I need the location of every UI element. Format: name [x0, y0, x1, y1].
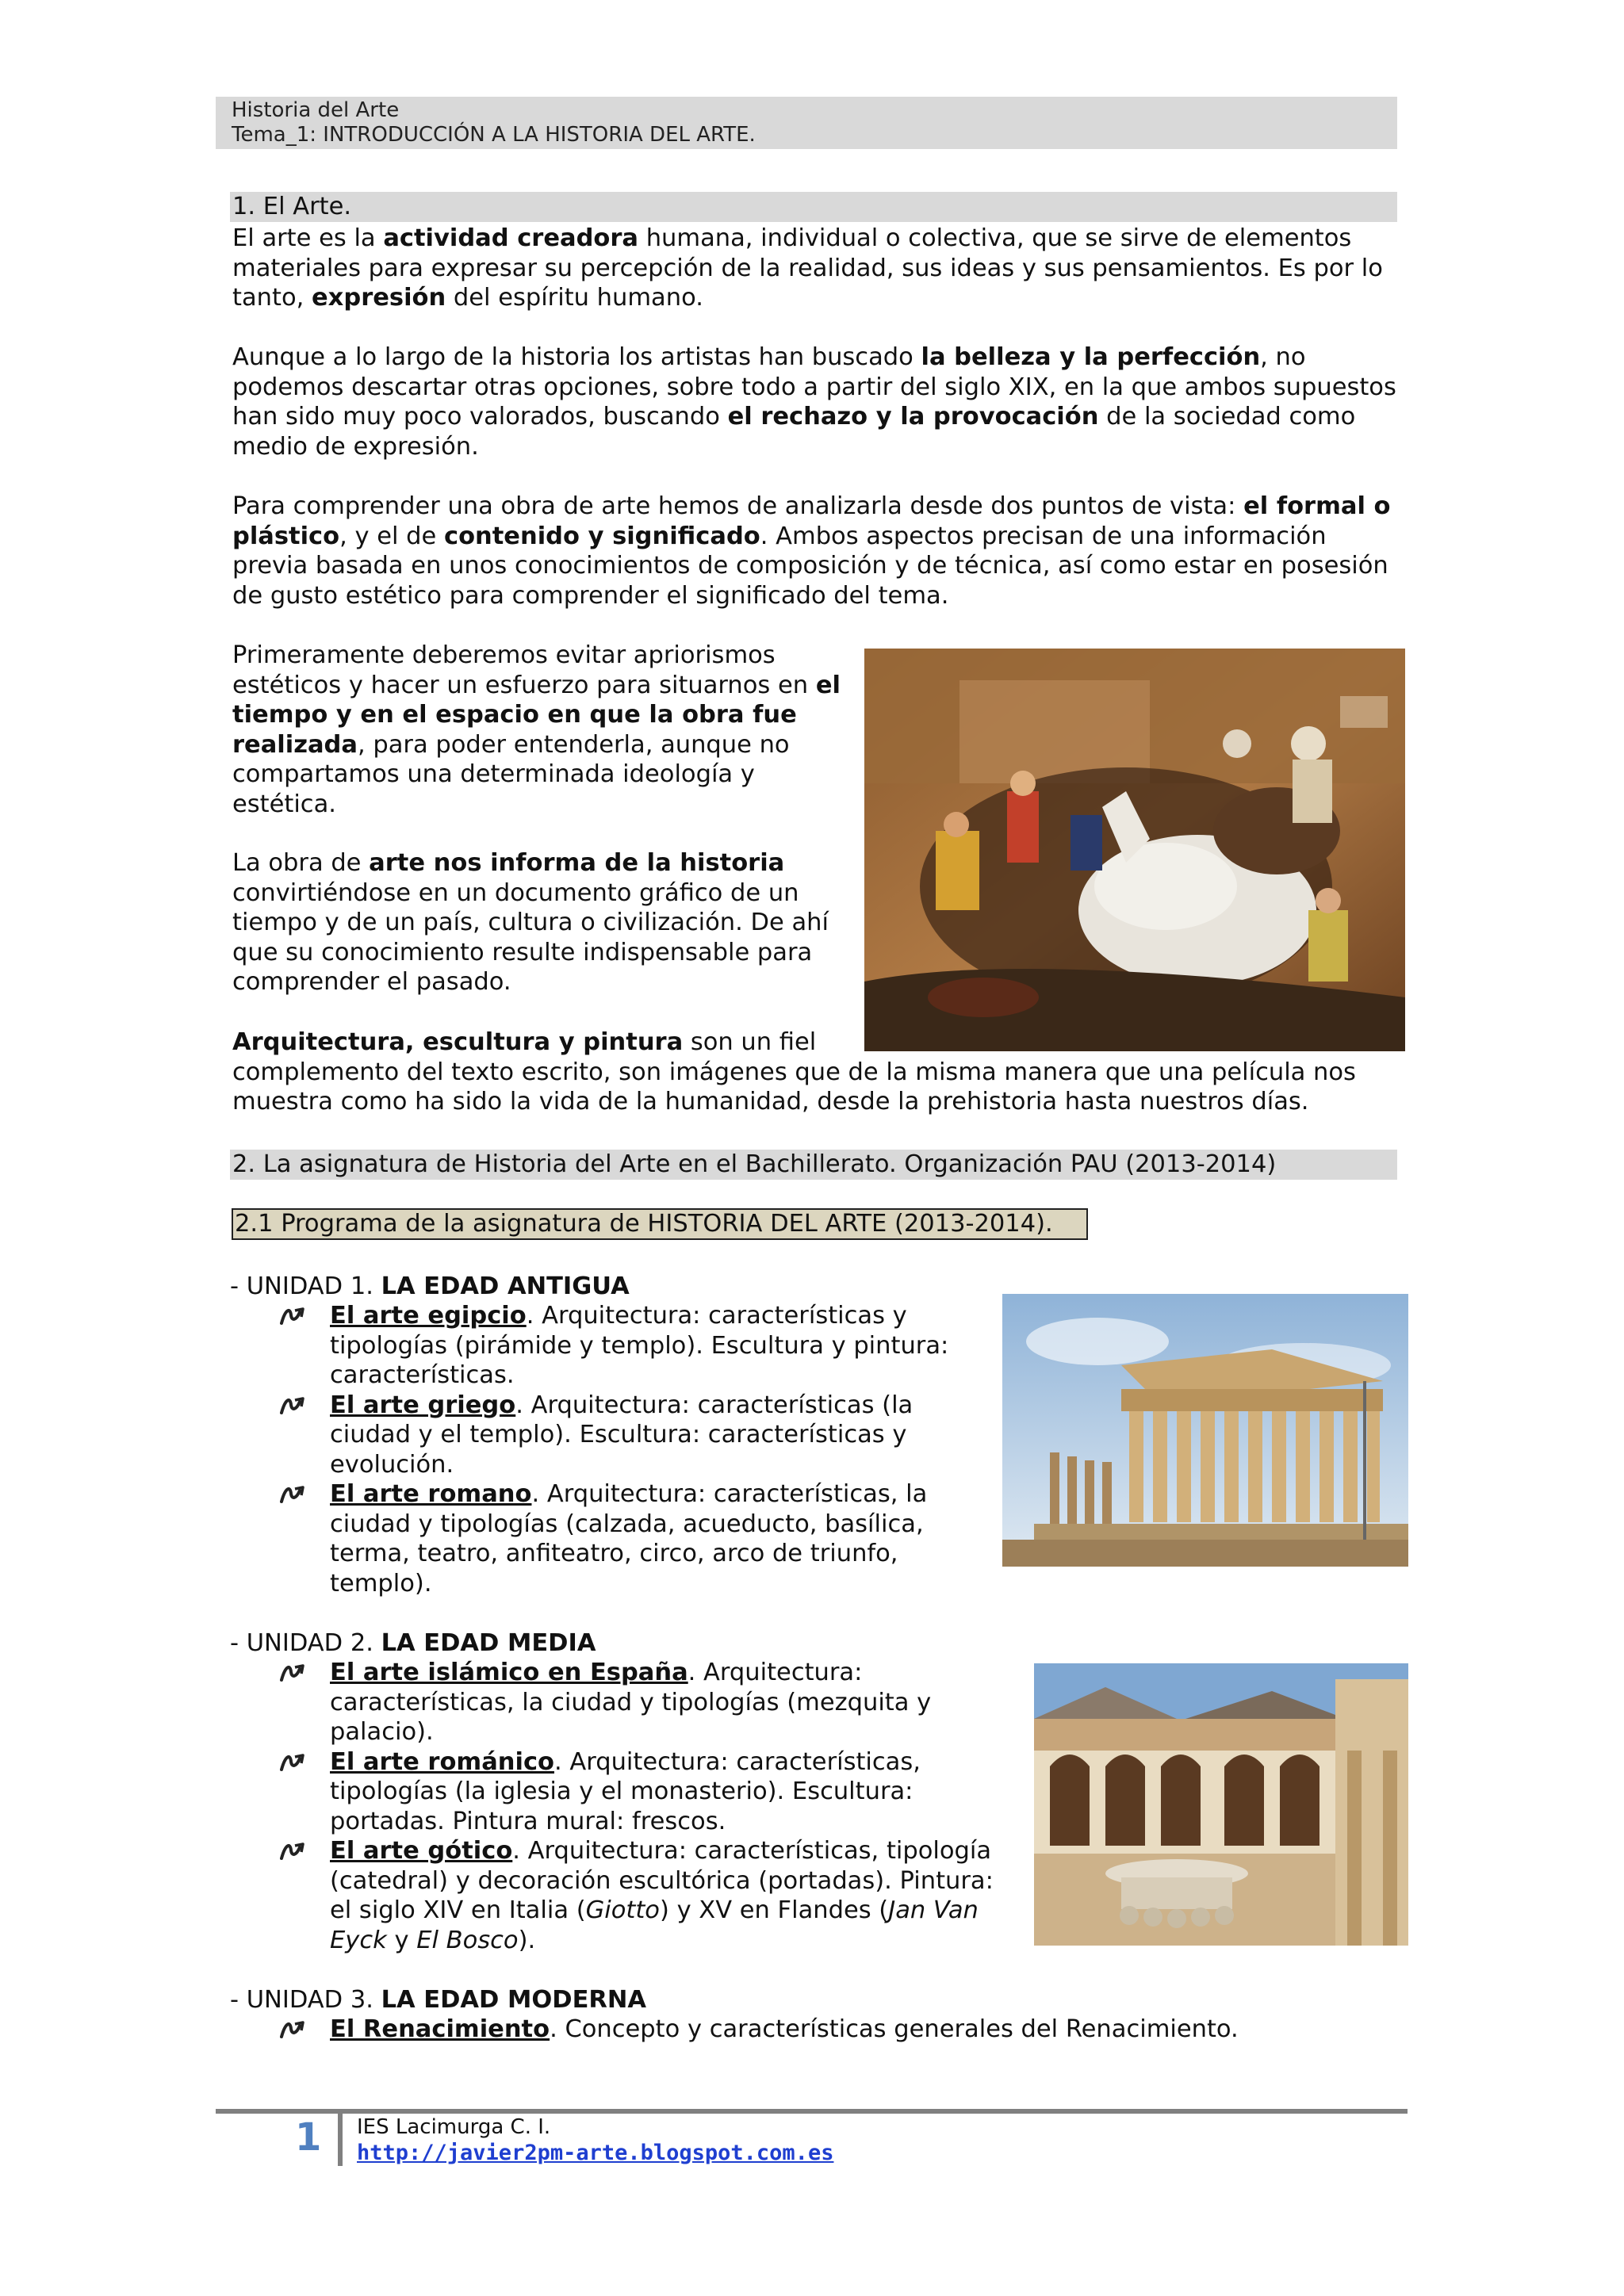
parthenon-illustration: [1002, 1294, 1408, 1567]
page-number: 1: [295, 2115, 322, 2160]
footer-school: IES Lacimurga C. I.: [357, 2115, 551, 2139]
painting-illustration: [864, 649, 1405, 1051]
unit-2-list: [278, 1658, 1007, 1955]
unit-2-title: - UNIDAD 2. LA EDAD MEDIA: [230, 1629, 596, 1657]
topic-link: El arte islámico en España: [330, 1659, 688, 1686]
curly-arrow-bullet-icon: [279, 1484, 308, 1505]
unit-1-list: [278, 1301, 975, 1598]
paragraph-3: Para comprender una obra de arte hemos de analizarla desde dos puntos de vista: el formal o plástico, y el de contenido y significado. Ambos aspectos precisan de una información previa basada en unos conocimientos de composición y de técnica, así como estar en posesión de gusto estético para comprender el significado del tema.: [232, 492, 1391, 610]
list-item: El arte islámico en España. Arquitectura: características, la ciudad y tipologías (mezquita y palacio).: [278, 1658, 1007, 1747]
curly-arrow-bullet-icon: [279, 1841, 308, 1862]
paragraph-6: Arquitectura, escultura y pintura son un fiel complemento del texto escrito, son imágenes que de la misma manera que una película nos muestra como ha sido la vida de la humanidad, desde la prehistoria hasta nuestros días.: [232, 1028, 1356, 1115]
paragraph-4: Primeramente deberemos evitar apriorismos estéticos y hacer un esfuerzo para situarnos en el tiempo y en el espacio en que la obra fue realizada, para poder entenderla, aunque no compartamos una determinada ideología y estética.: [232, 641, 841, 818]
list-item: El arte romano. Arquitectura: características, la ciudad y tipologías (calzada, acueducto, basílica, terma, teatro, anfiteatro, circo, arco de triunfo, templo).: [278, 1479, 975, 1598]
paragraph-2: Aunque a lo largo de la historia los artistas han buscado la belleza y la perfección, no podemos descartar otras opciones, sobre todo a partir del siglo XIX, en la que ambos supuestos han sido muy poco valorados, buscando el rechazo y la provocación de la sociedad como medio de expresión.: [232, 343, 1396, 461]
section-2-title: 2. La asignatura de Historia del Arte en el Bachillerato. Organización PAU (2013-2014): [230, 1150, 1397, 1180]
paragraph-1: El arte es la actividad creadora humana, individual o colectiva, que se sirve de elementos materiales para expresar su percepción de la realidad, sus ideas y sus pensamientos. Es por lo tanto, expresión del espíritu humano.: [232, 224, 1383, 312]
curly-arrow-bullet-icon: [279, 1752, 308, 1773]
alhambra-image: [1034, 1663, 1408, 1946]
footer-blog-link[interactable]: http://javier2pm-arte.blogspot.com.es: [357, 2141, 834, 2165]
section-1-title: 1. El Arte.: [230, 192, 1397, 222]
paragraph-5: La obra de arte nos informa de la historia convirtiéndose en un documento gráfico de un tiempo y de un país, cultura o civilización. De ahí que su conocimiento resulte indispensable para comprender el pasado.: [232, 849, 829, 996]
footer-rule: [216, 2109, 1408, 2114]
painting-image: [864, 649, 1405, 1051]
topic-link: El arte romano: [330, 1480, 532, 1508]
list-item: El arte románico. Arquitectura: características, tipologías (la iglesia y el monasterio). Escultura: portadas. Pintura mural: frescos.: [278, 1747, 1007, 1837]
unit-3-title: - UNIDAD 3. LA EDAD MODERNA: [230, 1986, 647, 2014]
page-header: [216, 97, 1397, 149]
program-title-box: 2.1 Programa de la asignatura de HISTORIA DEL ARTE (2013-2014).: [232, 1208, 1088, 1240]
list-item: El Renacimiento. Concepto y características generales del Renacimiento.: [278, 2015, 1388, 2045]
header-topic: Tema_1: INTRODUCCIÓN A LA HISTORIA DEL ARTE.: [232, 123, 756, 147]
header-subject: Historia del Arte: [232, 98, 400, 122]
list-item: El arte griego. Arquitectura: características (la ciudad y el templo). Escultura: características y evolución.: [278, 1391, 975, 1480]
alhambra-illustration: [1034, 1663, 1408, 1946]
parthenon-image: [1002, 1294, 1408, 1567]
curly-arrow-bullet-icon: [279, 1663, 308, 1683]
topic-link: El arte egipcio: [330, 1302, 527, 1330]
topic-link: El Renacimiento: [330, 2015, 550, 2043]
list-item: El arte gótico. Arquitectura: características, tipología (catedral) y decoración escultórica (portadas). Pintura: el siglo XIV en Italia (Giotto) y XV en Flandes (Jan Van Eyck y El Bosco).: [278, 1836, 1007, 1955]
curly-arrow-bullet-icon: [279, 1395, 308, 1416]
topic-link: El arte románico: [330, 1747, 554, 1776]
list-item: El arte egipcio. Arquitectura: características y tipologías (pirámide y templo). Escultura y pintura: características.: [278, 1301, 975, 1391]
topic-link: El arte gótico: [330, 1837, 513, 1865]
unit-1-title: - UNIDAD 1. LA EDAD ANTIGUA: [230, 1272, 630, 1300]
curly-arrow-bullet-icon: [279, 2019, 308, 2040]
curly-arrow-bullet-icon: [279, 1306, 308, 1326]
footer-divider: [338, 2114, 343, 2166]
topic-link: El arte griego: [330, 1391, 516, 1419]
unit-3-list: [278, 2015, 1388, 2045]
